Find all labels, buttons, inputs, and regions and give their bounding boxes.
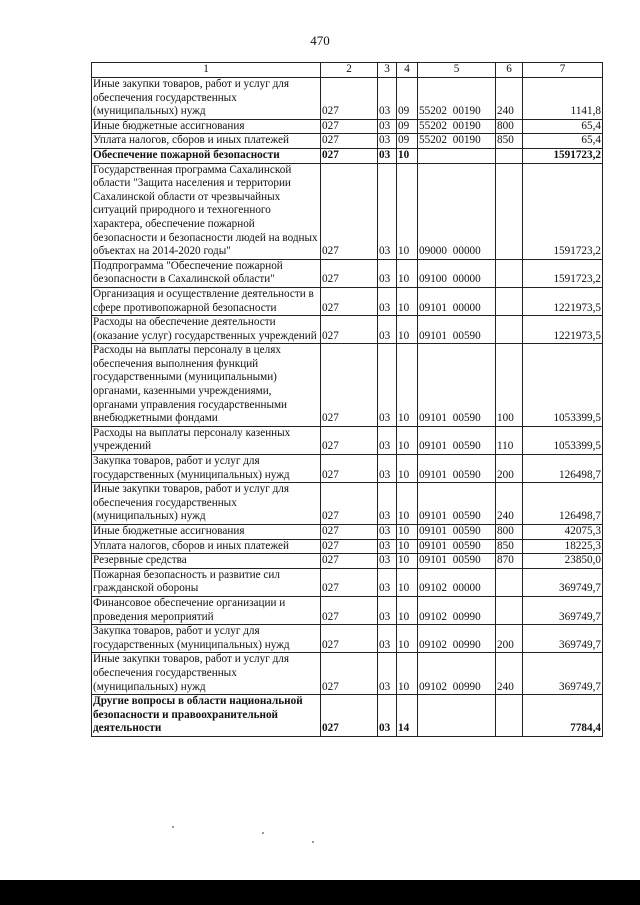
cell-type xyxy=(496,148,523,163)
cell-name: Обеспечение пожарной безопасности xyxy=(92,148,321,163)
cell-type: 110 xyxy=(496,426,523,454)
cell-name: Подпрограмма "Обеспечение пожарной безопасности в Сахалинской области" xyxy=(92,259,321,287)
table-row xyxy=(92,78,603,120)
cell-section: 03 xyxy=(378,344,397,427)
table-row xyxy=(92,596,603,624)
cell-ministry: 027 xyxy=(321,134,378,149)
cell-ministry: 027 xyxy=(321,163,378,259)
cell-type: 800 xyxy=(496,119,523,134)
header-cell-amount: 7 xyxy=(523,63,603,78)
table-row xyxy=(92,695,603,737)
cell-subsection: 10 xyxy=(397,539,418,554)
cell-type xyxy=(496,695,523,737)
cell-amount: 1591723,2 xyxy=(523,259,603,287)
cell-ministry: 027 xyxy=(321,483,378,525)
cell-target: 09101 00000 xyxy=(418,287,496,315)
cell-ministry: 027 xyxy=(321,455,378,483)
cell-amount: 1591723,2 xyxy=(523,163,603,259)
header-cell-type: 6 xyxy=(496,63,523,78)
cell-target: 09000 00000 xyxy=(418,163,496,259)
header-cell-section: 3 xyxy=(378,63,397,78)
cell-amount: 369749,7 xyxy=(523,653,603,695)
cell-subsection: 10 xyxy=(397,554,418,569)
cell-type: 200 xyxy=(496,625,523,653)
table-body xyxy=(92,63,603,737)
cell-ministry: 027 xyxy=(321,625,378,653)
cell-target: 55202 00190 xyxy=(418,119,496,134)
cell-subsection: 10 xyxy=(397,653,418,695)
cell-target: 09102 00000 xyxy=(418,568,496,596)
header-cell-ministry: 2 xyxy=(321,63,378,78)
cell-subsection: 10 xyxy=(397,163,418,259)
cell-amount: 369749,7 xyxy=(523,568,603,596)
cell-section: 03 xyxy=(378,539,397,554)
scan-bottom-edge xyxy=(0,880,640,905)
scan-speck xyxy=(172,826,174,828)
cell-target: 09101 00590 xyxy=(418,455,496,483)
cell-ministry: 027 xyxy=(321,568,378,596)
cell-name: Иные закупки товаров, работ и услуг для обеспечения государственных (муниципальных) нужд xyxy=(92,78,321,120)
cell-ministry: 027 xyxy=(321,539,378,554)
cell-amount: 126498,7 xyxy=(523,483,603,525)
cell-name: Другие вопросы в области национальной безопасности и правоохранительной деятельности xyxy=(92,695,321,737)
cell-section: 03 xyxy=(378,163,397,259)
cell-name: Иные бюджетные ассигнования xyxy=(92,119,321,134)
cell-target: 09102 00990 xyxy=(418,625,496,653)
cell-ministry: 027 xyxy=(321,344,378,427)
cell-section: 03 xyxy=(378,316,397,344)
cell-section: 03 xyxy=(378,426,397,454)
cell-section: 03 xyxy=(378,568,397,596)
cell-section: 03 xyxy=(378,554,397,569)
cell-name: Закупка товаров, работ и услуг для государственных (муниципальных) нужд xyxy=(92,625,321,653)
cell-type: 870 xyxy=(496,554,523,569)
cell-name: Организация и осуществление деятельности в сфере противопожарной безопасности xyxy=(92,287,321,315)
budget-table xyxy=(91,62,603,737)
table-row xyxy=(92,287,603,315)
cell-amount: 23850,0 xyxy=(523,554,603,569)
table-row xyxy=(92,119,603,134)
cell-name: Государственная программа Сахалинской области "Защита населения и территории Сахалинской области от чрезвычайных ситуаций природного и техногенного характера, обеспечение пожарной безопасности и безопасности людей на водных объектах на 2014-2020 годы" xyxy=(92,163,321,259)
cell-type: 240 xyxy=(496,483,523,525)
cell-type xyxy=(496,287,523,315)
cell-subsection: 10 xyxy=(397,426,418,454)
cell-ministry: 027 xyxy=(321,287,378,315)
cell-subsection: 10 xyxy=(397,596,418,624)
cell-amount: 369749,7 xyxy=(523,625,603,653)
table-row xyxy=(92,148,603,163)
header-cell-target: 5 xyxy=(418,63,496,78)
cell-target: 09101 00590 xyxy=(418,316,496,344)
table-row xyxy=(92,653,603,695)
table-row xyxy=(92,259,603,287)
scan-speck xyxy=(312,841,314,843)
cell-type xyxy=(496,568,523,596)
cell-name: Резервные средства xyxy=(92,554,321,569)
cell-subsection: 10 xyxy=(397,625,418,653)
cell-subsection: 10 xyxy=(397,455,418,483)
table-row xyxy=(92,554,603,569)
cell-target: 09101 00590 xyxy=(418,483,496,525)
cell-name: Расходы на выплаты персоналу в целях обеспечения выполнения функций государственными (муниципальными) органами, казенными учреждениями, органами управления государственными внебюджетными фондами xyxy=(92,344,321,427)
cell-ministry: 027 xyxy=(321,78,378,120)
cell-subsection: 10 xyxy=(397,483,418,525)
cell-target: 09100 00000 xyxy=(418,259,496,287)
header-cell-name: 1 xyxy=(92,63,321,78)
cell-name: Уплата налогов, сборов и иных платежей xyxy=(92,134,321,149)
table-row xyxy=(92,568,603,596)
cell-amount: 126498,7 xyxy=(523,455,603,483)
cell-type xyxy=(496,596,523,624)
cell-target xyxy=(418,695,496,737)
cell-section: 03 xyxy=(378,148,397,163)
cell-type: 850 xyxy=(496,134,523,149)
cell-target: 09101 00590 xyxy=(418,554,496,569)
cell-type xyxy=(496,259,523,287)
cell-target: 55202 00190 xyxy=(418,134,496,149)
cell-type xyxy=(496,163,523,259)
cell-target: 09101 00590 xyxy=(418,525,496,540)
cell-target: 09101 00590 xyxy=(418,539,496,554)
cell-section: 03 xyxy=(378,259,397,287)
cell-name: Иные бюджетные ассигнования xyxy=(92,525,321,540)
cell-name: Закупка товаров, работ и услуг для государственных (муниципальных) нужд xyxy=(92,455,321,483)
cell-ministry: 027 xyxy=(321,596,378,624)
cell-amount: 1141,8 xyxy=(523,78,603,120)
cell-ministry: 027 xyxy=(321,426,378,454)
table-row xyxy=(92,483,603,525)
cell-subsection: 10 xyxy=(397,344,418,427)
cell-section: 03 xyxy=(378,596,397,624)
table-row xyxy=(92,625,603,653)
cell-amount: 7784,4 xyxy=(523,695,603,737)
cell-name: Иные закупки товаров, работ и услуг для обеспечения государственных (муниципальных) нужд xyxy=(92,653,321,695)
header-cell-subsection: 4 xyxy=(397,63,418,78)
cell-ministry: 027 xyxy=(321,259,378,287)
cell-section: 03 xyxy=(378,483,397,525)
cell-type: 200 xyxy=(496,455,523,483)
cell-name: Расходы на обеспечение деятельности (оказание услуг) государственных учреждений xyxy=(92,316,321,344)
page-number: 470 xyxy=(310,33,330,48)
cell-ministry: 027 xyxy=(321,653,378,695)
cell-amount: 65,4 xyxy=(523,134,603,149)
cell-type: 850 xyxy=(496,539,523,554)
cell-subsection: 09 xyxy=(397,119,418,134)
cell-section: 03 xyxy=(378,455,397,483)
cell-subsection: 10 xyxy=(397,259,418,287)
cell-type: 240 xyxy=(496,78,523,120)
cell-section: 03 xyxy=(378,625,397,653)
cell-section: 03 xyxy=(378,695,397,737)
cell-amount: 18225,3 xyxy=(523,539,603,554)
table-row xyxy=(92,426,603,454)
header-row xyxy=(92,63,603,78)
cell-ministry: 027 xyxy=(321,525,378,540)
table-row xyxy=(92,163,603,259)
cell-amount: 42075,3 xyxy=(523,525,603,540)
cell-ministry: 027 xyxy=(321,148,378,163)
cell-amount: 1591723,2 xyxy=(523,148,603,163)
cell-subsection: 10 xyxy=(397,287,418,315)
cell-section: 03 xyxy=(378,78,397,120)
table-row xyxy=(92,344,603,427)
cell-amount: 369749,7 xyxy=(523,596,603,624)
cell-name: Иные закупки товаров, работ и услуг для обеспечения государственных (муниципальных) нужд xyxy=(92,483,321,525)
cell-section: 03 xyxy=(378,119,397,134)
cell-subsection: 09 xyxy=(397,78,418,120)
cell-type: 800 xyxy=(496,525,523,540)
cell-name: Пожарная безопасность и развитие сил гражданской обороны xyxy=(92,568,321,596)
table-row xyxy=(92,455,603,483)
cell-amount: 1053399,5 xyxy=(523,344,603,427)
cell-name: Финансовое обеспечение организации и проведения мероприятий xyxy=(92,596,321,624)
table-row xyxy=(92,134,603,149)
cell-subsection: 10 xyxy=(397,148,418,163)
cell-amount: 1221973,5 xyxy=(523,287,603,315)
cell-name: Уплата налогов, сборов и иных платежей xyxy=(92,539,321,554)
cell-target: 09102 00990 xyxy=(418,653,496,695)
cell-subsection: 10 xyxy=(397,568,418,596)
cell-target: 09102 00990 xyxy=(418,596,496,624)
cell-section: 03 xyxy=(378,653,397,695)
cell-subsection: 10 xyxy=(397,316,418,344)
cell-subsection: 14 xyxy=(397,695,418,737)
cell-type: 100 xyxy=(496,344,523,427)
table-row xyxy=(92,525,603,540)
cell-target xyxy=(418,148,496,163)
cell-section: 03 xyxy=(378,134,397,149)
scan-speck xyxy=(262,832,264,834)
cell-type xyxy=(496,316,523,344)
cell-subsection: 10 xyxy=(397,525,418,540)
cell-target: 09101 00590 xyxy=(418,426,496,454)
cell-amount: 1053399,5 xyxy=(523,426,603,454)
cell-type: 240 xyxy=(496,653,523,695)
cell-section: 03 xyxy=(378,525,397,540)
cell-subsection: 09 xyxy=(397,134,418,149)
table-row xyxy=(92,316,603,344)
cell-ministry: 027 xyxy=(321,554,378,569)
cell-name: Расходы на выплаты персоналу казенных учреждений xyxy=(92,426,321,454)
cell-target: 55202 00190 xyxy=(418,78,496,120)
cell-amount: 1221973,5 xyxy=(523,316,603,344)
cell-amount: 65,4 xyxy=(523,119,603,134)
cell-ministry: 027 xyxy=(321,119,378,134)
cell-ministry: 027 xyxy=(321,316,378,344)
cell-section: 03 xyxy=(378,287,397,315)
table-row xyxy=(92,539,603,554)
cell-ministry: 027 xyxy=(321,695,378,737)
cell-target: 09101 00590 xyxy=(418,344,496,427)
